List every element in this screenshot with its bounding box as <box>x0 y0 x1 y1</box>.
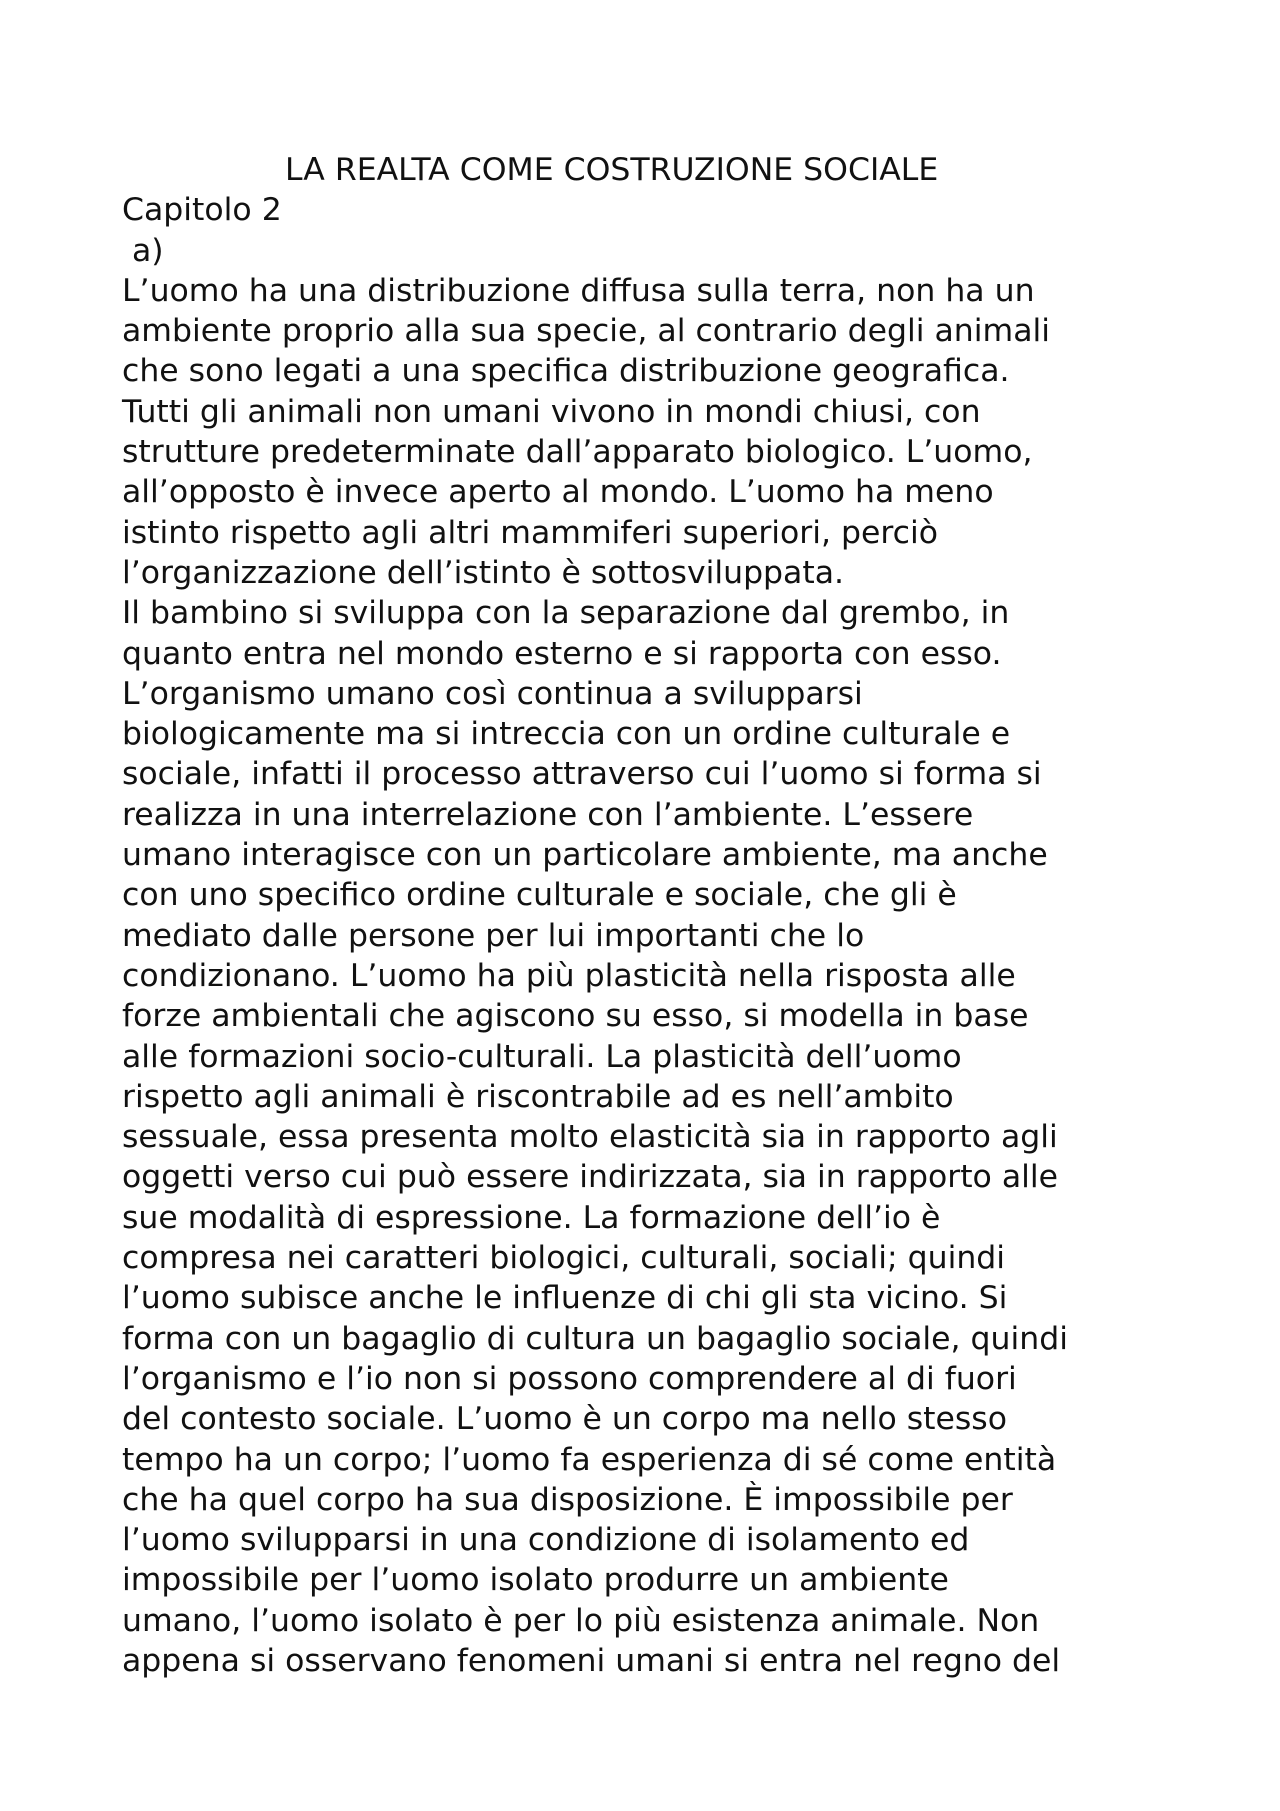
text-line: l’organismo e l’io non si possono comprendere al di fuori <box>122 1360 1017 1397</box>
text-line: oggetti verso cui può essere indirizzata, sia in rapporto alle <box>122 1159 1059 1196</box>
text-line: impossibile per l’uomo isolato produrre un ambiente <box>122 1562 949 1599</box>
text-line: forze ambientali che agiscono su esso, si modella in base <box>122 998 1029 1035</box>
text-line: forma con un bagaglio di cultura un bagaglio sociale, quindi <box>122 1320 1068 1357</box>
text-line: che sono legati a una specifica distribuzione geografica. <box>122 353 1010 390</box>
text-line: L’uomo ha una distribuzione diffusa sulla terra, non ha un <box>122 272 1035 309</box>
text-line: umano, l’uomo isolato è per lo più esistenza animale. Non <box>122 1602 1040 1639</box>
section-label: a) <box>132 232 164 269</box>
text-line: quanto entra nel mondo esterno e si rapporta con esso. <box>122 635 1002 672</box>
text-line: l’organizzazione dell’istinto è sottosviluppata. <box>122 554 845 591</box>
text-line: sessuale, essa presenta molto elasticità sia in rapporto agli <box>122 1119 1058 1156</box>
text-line: Tutti gli animali non umani vivono in mondi chiusi, con <box>122 393 981 430</box>
text-line: sociale, infatti il processo attraverso cui l’uomo si forma si <box>122 756 1042 793</box>
text-line: l’uomo svilupparsi in una condizione di isolamento ed <box>122 1522 970 1559</box>
text-line: ambiente proprio alla sua specie, al contrario degli animali <box>122 313 1051 350</box>
text-line: del contesto sociale. L’uomo è un corpo ma nello stesso <box>122 1401 1007 1438</box>
text-line: L’organismo umano così continua a svilupparsi <box>122 675 863 712</box>
text-line: mediato dalle persone per lui importanti che lo <box>122 917 865 954</box>
text-line: alle formazioni socio-culturali. La plasticità dell’uomo <box>122 1038 962 1075</box>
text-line: strutture predeterminate dall’apparato biologico. L’uomo, <box>122 434 1033 471</box>
text-line: condizionano. L’uomo ha più plasticità nella risposta alle <box>122 957 1016 994</box>
text-line: compresa nei caratteri biologici, culturali, sociali; quindi <box>122 1240 1006 1277</box>
text-line: istinto rispetto agli altri mammiferi superiori, perciò <box>122 514 939 551</box>
text-line: sue modalità di espressione. La formazione dell’io è <box>122 1199 941 1236</box>
text-line: all’opposto è invece aperto al mondo. L’uomo ha meno <box>122 474 994 511</box>
text-line: tempo ha un corpo; l’uomo fa esperienza di sé come entità <box>122 1441 1057 1478</box>
text-line: con uno specifico ordine culturale e sociale, che gli è <box>122 877 957 914</box>
text-line: l’uomo subisce anche le influenze di chi gli sta vicino. Si <box>122 1280 1008 1317</box>
text-line: biologicamente ma si intreccia con un ordine culturale e <box>122 716 1011 753</box>
text-line: appena si osservano fenomeni umani si entra nel regno del <box>122 1642 1061 1679</box>
chapter-heading: Capitolo 2 <box>122 192 282 229</box>
text-line: realizza in una interrelazione con l’ambiente. L’essere <box>122 796 974 833</box>
document-body <box>122 150 1182 1681</box>
text-line: Il bambino si sviluppa con la separazione dal grembo, in <box>122 595 1010 632</box>
text-line: che ha quel corpo ha sua disposizione. È impossibile per <box>122 1481 1013 1518</box>
text-line: rispetto agli animali è riscontrabile ad es nell’ambito <box>122 1078 954 1115</box>
document-title: LA REALTA COME COSTRUZIONE SOCIALE <box>285 152 939 188</box>
text-line: umano interagisce con un particolare ambiente, ma anche <box>122 837 1048 874</box>
paragraph-text <box>122 271 1182 1681</box>
